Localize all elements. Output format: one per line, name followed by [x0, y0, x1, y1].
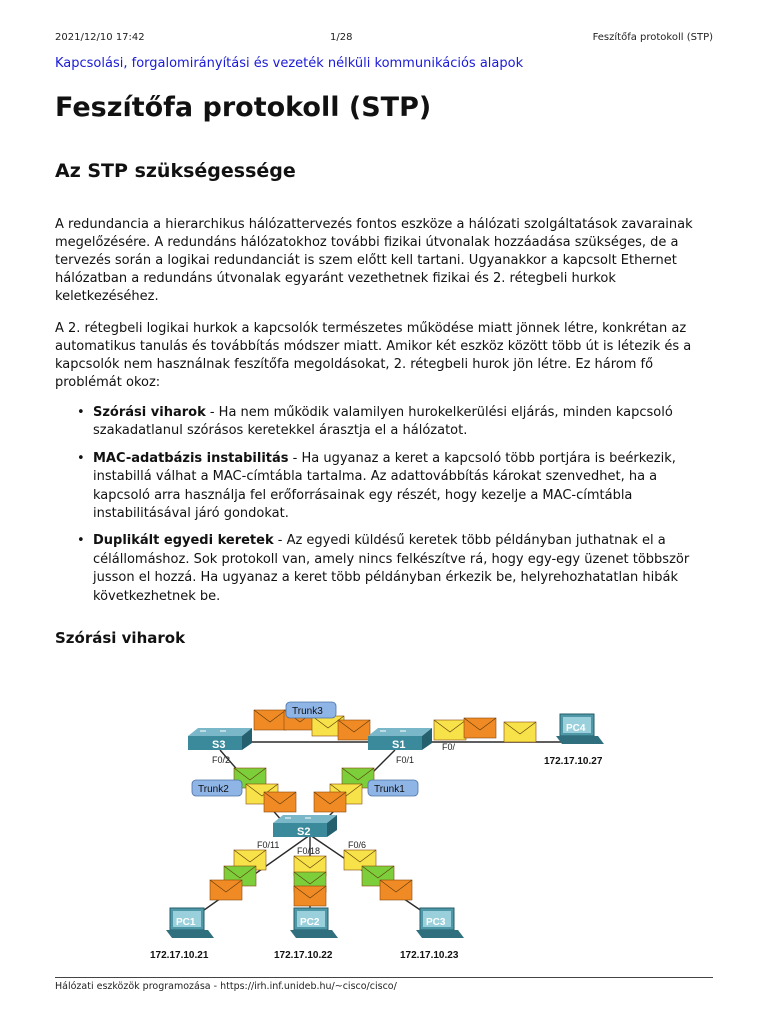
port-label: F0/18	[297, 846, 321, 856]
list-item	[55, 404, 715, 441]
header-doc-title: Feszítőfa protokoll (STP)	[592, 32, 713, 43]
bullet-icon: •	[77, 405, 85, 420]
trunk-text: Trunk2	[198, 784, 229, 795]
port-label: F0/6	[348, 840, 367, 850]
switch-s3	[188, 728, 252, 751]
trunk1-label	[368, 780, 418, 796]
trunk2-label	[192, 780, 242, 796]
broadcast-storm-diagram	[150, 690, 630, 970]
list-item	[55, 532, 715, 606]
ip-label: 172.17.10.21	[150, 950, 209, 961]
pc1	[150, 908, 214, 961]
bullet-icon: •	[77, 533, 85, 549]
page-title: Feszítőfa protokoll (STP)	[55, 92, 432, 123]
switch-label: S2	[297, 826, 311, 838]
paragraph-redundancy: A redundancia a hierarchikus hálózattervezés fontos eszköze a hálózati szolgáltatások zavarainak megelőzésére. A redundáns hálózatokhoz további fizikai útvonalak hozzáadása szükséges, de a tervezés során a logikai redundanciát is szem előtt kell tartani. Ugyanakkor a kapcsolt Ethernet hálózatban a redundáns útvonalak egyaránt vezethetnek fizikai és 2. rétegbeli hurkok keletkezéséhez.	[55, 217, 693, 304]
paragraph-layer2-loops: A 2. rétegbeli logikai hurkok a kapcsolók természetes működése miatt jönnek létre, konkrétan az automatikus tanulás és továbbítás módszer miatt. Amikor két eszköz között több út is létezik és a kapcsolók nem használnak feszítőfa megoldásokat, 2. rétegbeli hurok jön létre. Ez három fő problémát okoz:	[55, 321, 692, 390]
page-footer: Hálózati eszközök programozása - https://irh.inf.unideb.hu/~cisco/cisco/	[55, 981, 397, 992]
problem-text: - Ha ugyanaz a keret a kapcsoló több portjára is beérkezik, instabillá válhat a MAC-címtábla tartalma. Az adattovábbítás károkat szenvedhet, ha a kapcsoló arra használja fel erőforrásainak egy részét, hogy kezelje a MAC-címtábla instabilitásával járó gondokat.	[93, 450, 676, 522]
pc-label: PC4	[566, 723, 586, 734]
trunk3-label	[286, 702, 336, 718]
page-header	[55, 32, 713, 46]
section-title: Az STP szükségessége	[55, 160, 296, 182]
breadcrumb-link[interactable]: Kapcsolási, forgalomirányítási és vezeték nélküli kommunikációs alapok	[55, 56, 524, 71]
trunk-text: Trunk3	[292, 706, 323, 717]
pc-label: PC1	[176, 917, 196, 928]
problem-term: Duplikált egyedi keretek	[93, 533, 274, 549]
pc-label: PC2	[300, 917, 320, 928]
ip-label: 172.17.10.22	[274, 950, 333, 961]
port-label: F0/11	[257, 840, 280, 850]
list-item	[55, 450, 715, 524]
problem-list	[55, 404, 715, 615]
switch-label: S1	[392, 739, 406, 751]
switch-s1	[368, 728, 432, 751]
bullet-icon: •	[77, 450, 85, 466]
pc-label: PC3	[426, 917, 446, 928]
port-label: F0/1	[396, 755, 415, 765]
problem-text: - Ha nem működik valamilyen hurokelkerülési eljárás, minden kapcsoló szakadatlanul szórásos keretekkel árasztja el a hálózatot.	[93, 405, 673, 439]
switch-s2	[273, 815, 337, 838]
problem-text: - Az egyedi küldésű keretek több példányban juthatnak el a célállomáshoz. Sok protokoll van, amely nincs felkészítve rá, hogy egy-egy üzenet többször jusson el hozzá. Ha ugyanaz a keret több példányban érkezik be, helyrehozhatatlan hibák következhetnek be.	[93, 533, 690, 604]
ip-label: 172.17.10.23	[400, 950, 459, 961]
header-page-number: 1/28	[330, 32, 353, 43]
port-label: F0/	[442, 742, 456, 752]
pc2	[274, 908, 338, 961]
problem-term: Szórási viharok	[93, 405, 206, 420]
footer-divider	[55, 977, 713, 978]
ip-label: 172.17.10.27	[544, 756, 603, 767]
port-label: F0/2	[212, 755, 231, 765]
problem-term: MAC-adatbázis instabilitás	[93, 450, 289, 466]
subsection-title: Szórási viharok	[55, 629, 186, 647]
header-date: 2021/12/10 17:42	[55, 32, 145, 43]
pc4	[544, 714, 604, 767]
pc3	[400, 908, 464, 961]
trunk-text: Trunk1	[374, 784, 405, 795]
switch-label: S3	[212, 739, 226, 751]
